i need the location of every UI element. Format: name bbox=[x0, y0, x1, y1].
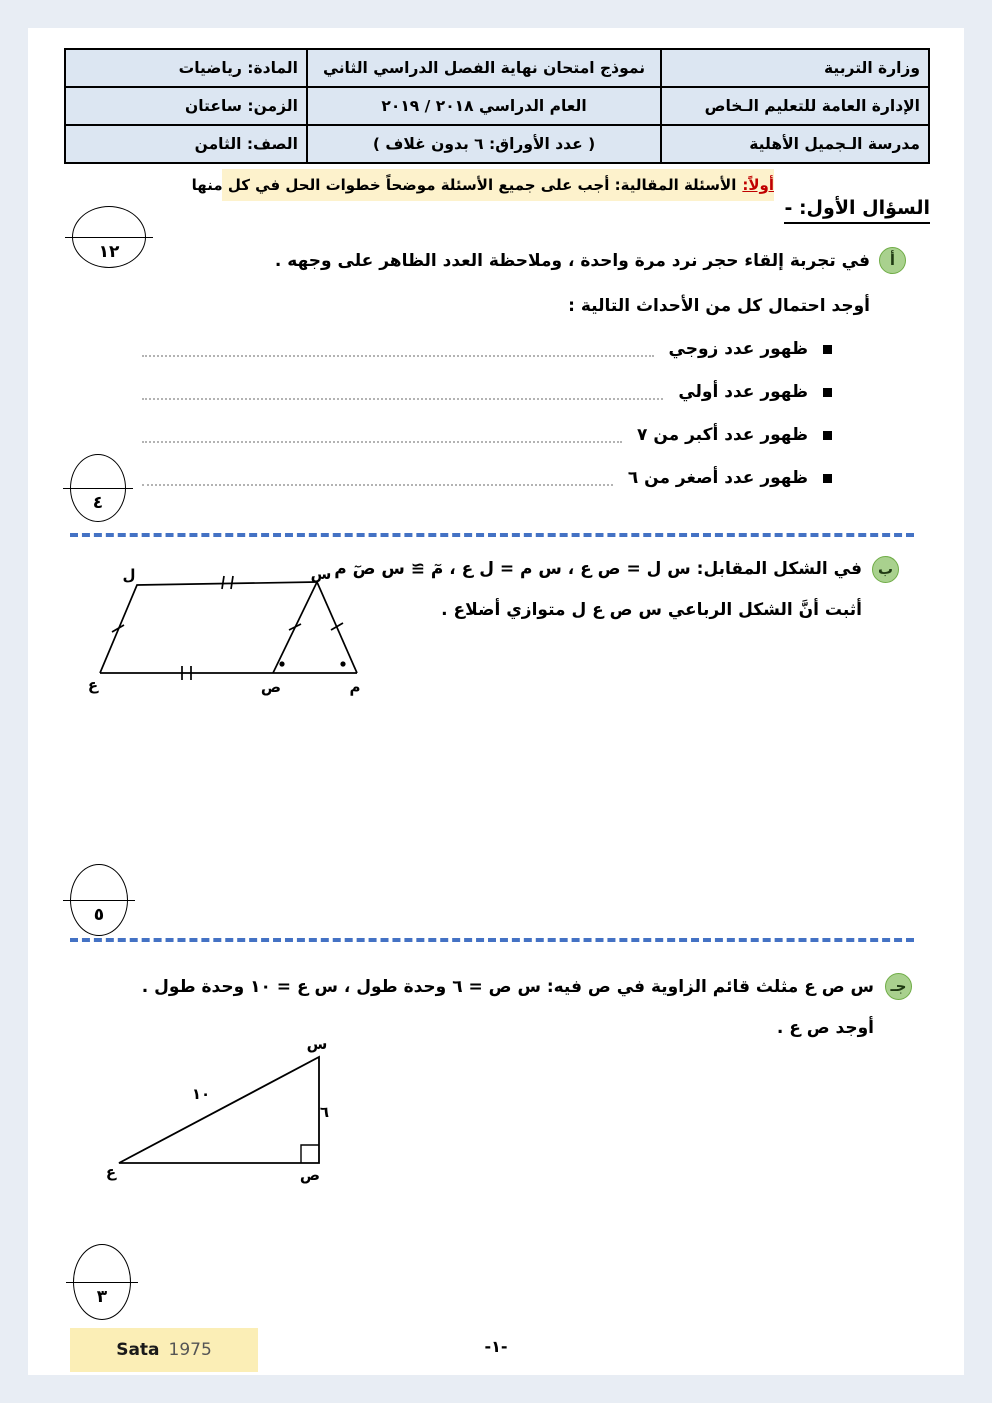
vertex-label-meem: م bbox=[349, 678, 361, 696]
ministry-name: وزارة التربية bbox=[661, 49, 929, 87]
answer-dotted-line bbox=[142, 484, 613, 486]
side-length-label: ٦ bbox=[319, 1103, 329, 1121]
hypotenuse-length-label: ١٠ bbox=[191, 1085, 211, 1103]
instruction-label: أولاً: bbox=[742, 176, 774, 194]
academic-year: العام الدراسي ٢٠١٨ / ٢٠١٩ bbox=[307, 87, 661, 125]
vertex-label-seen: س bbox=[306, 1035, 328, 1053]
event-label: ظهور عدد أكبر من ٧ bbox=[637, 425, 808, 445]
right-triangle-figure bbox=[105, 1033, 345, 1185]
event-label: ظهور عدد زوجي bbox=[668, 339, 808, 359]
part-b-line1: في الشكل المقابل: س ل = ص ع ، س م = ل ع ، مٓ ≅ س صٓ م bbox=[334, 559, 862, 579]
part-b-badge: ب bbox=[872, 556, 899, 583]
part-a-intro1: في تجربة إلقاء حجر نرد مرة واحدة ، وملاحظة العدد الظاهر على وجهه . bbox=[274, 251, 870, 271]
parallelogram-figure bbox=[85, 568, 370, 698]
answer-dotted-line bbox=[142, 398, 663, 400]
part-c-line1: س ص ع مثلث قائم الزاوية في ص فيه: س ص = ٦ وحدة طول ، س ع = ١٠ وحدة طول . bbox=[141, 977, 874, 997]
bullet-square-icon bbox=[823, 388, 832, 397]
vertex-label-sad: ص bbox=[299, 1166, 321, 1184]
dashed-divider bbox=[70, 938, 914, 942]
list-item bbox=[140, 422, 832, 448]
question1-title: السؤال الأول: - bbox=[784, 197, 930, 224]
vertex-label-ain: ع bbox=[87, 676, 99, 694]
part-a-intro2: أوجد احتمال كل من الأحداث التالية : bbox=[568, 296, 870, 316]
event-label: ظهور عدد أولي bbox=[678, 382, 808, 402]
directorate-name: الإدارة العامة للتعليم الـخاص bbox=[661, 87, 929, 125]
vertex-label-lam: ل bbox=[122, 568, 136, 584]
page-number: -١- bbox=[484, 1337, 508, 1356]
angle-dot bbox=[279, 661, 284, 666]
marks-b-value: ٥ bbox=[93, 905, 105, 926]
grade-label: الصف: الثامن bbox=[65, 125, 307, 163]
pages-count: ( عدد الأوراق: ٦ بدون غلاف ) bbox=[307, 125, 661, 163]
exam-header-table bbox=[64, 48, 930, 164]
bullet-square-icon bbox=[823, 345, 832, 354]
list-item bbox=[140, 465, 832, 491]
vertex-label-sad: ص bbox=[260, 678, 282, 696]
angle-dot bbox=[340, 661, 345, 666]
vertex-label-seen: س bbox=[310, 568, 332, 583]
marks-oval-part-c bbox=[73, 1244, 131, 1320]
subject-label: المادة: رياضيات bbox=[65, 49, 307, 87]
marks-oval-part-a bbox=[70, 454, 126, 522]
school-name: مدرسة الـجميل الأهلية bbox=[661, 125, 929, 163]
duration-label: الزمن: ساعتان bbox=[65, 87, 307, 125]
marks-c-value: ٣ bbox=[96, 1287, 108, 1308]
bullet-square-icon bbox=[823, 431, 832, 440]
instruction-banner bbox=[191, 169, 774, 201]
marks-a-value: ٤ bbox=[92, 493, 104, 514]
probability-items-list bbox=[140, 336, 832, 508]
vertex-label-ain: ع bbox=[105, 1163, 117, 1181]
dashed-divider bbox=[70, 533, 914, 537]
marks-total-value: ١٢ bbox=[98, 242, 120, 263]
footer-brand-name: Sata bbox=[116, 1340, 160, 1360]
instruction-text: الأسئلة المقالية: أجب على جميع الأسئلة موضحاً خطوات الحل في كل منها bbox=[191, 176, 737, 194]
answer-dotted-line bbox=[142, 441, 622, 443]
part-a-badge: أ bbox=[879, 247, 906, 274]
bullet-square-icon bbox=[823, 474, 832, 483]
footer-brand-year: 1975 bbox=[168, 1340, 212, 1360]
exam-title: نموذج امتحان نهاية الفصل الدراسي الثاني bbox=[307, 49, 661, 87]
answer-dotted-line bbox=[142, 355, 654, 357]
part-c-badge: جـ bbox=[885, 973, 912, 1000]
part-b-line2: أثبت أنَّ الشكل الرباعي س ص ع ل متوازي أضلاع . bbox=[441, 600, 862, 620]
list-item bbox=[140, 379, 832, 405]
event-label: ظهور عدد أصغر من ٦ bbox=[627, 468, 808, 488]
marks-oval-total bbox=[72, 206, 146, 268]
marks-oval-part-b bbox=[70, 864, 128, 936]
part-c-line2: أوجد ص ع . bbox=[776, 1018, 874, 1038]
list-item bbox=[140, 336, 832, 362]
